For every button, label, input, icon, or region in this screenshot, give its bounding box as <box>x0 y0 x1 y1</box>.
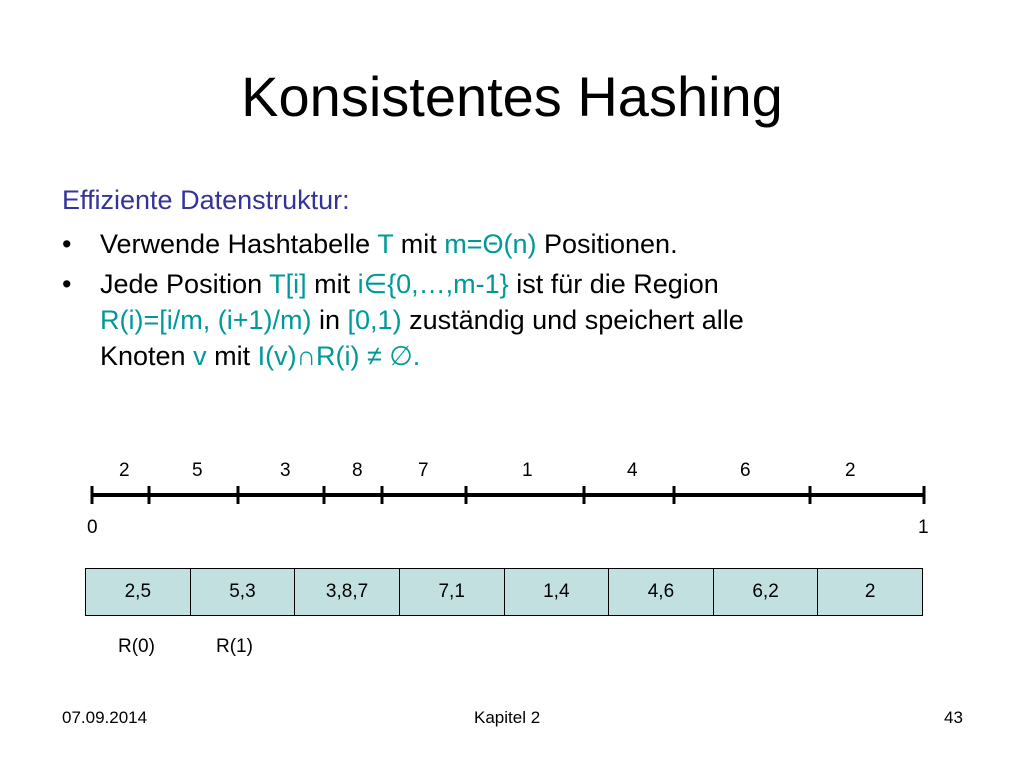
node-label: 2 <box>119 460 130 481</box>
table-cell: 3,8,7 <box>295 569 400 615</box>
highlight: m=Θ(n) <box>444 229 537 259</box>
table-cell: 1,4 <box>505 569 610 615</box>
bullet-dot-icon: • <box>62 269 72 299</box>
text: Positionen. <box>536 229 678 259</box>
highlight: T <box>377 229 394 259</box>
text: Jede Position <box>100 269 270 299</box>
node-label: 8 <box>352 460 363 481</box>
table-cell: 2 <box>818 569 922 615</box>
node-label: 6 <box>740 460 751 481</box>
region-label-r1: R(1) <box>216 636 253 657</box>
text: mit <box>206 341 258 371</box>
text: mit <box>306 269 358 299</box>
node-label: 2 <box>845 460 856 481</box>
table-cell: 5,3 <box>191 569 296 615</box>
hash-table <box>85 568 923 616</box>
table-cell: 7,1 <box>400 569 505 615</box>
highlight: R(i)=[i/m, (i+1)/m) <box>100 305 312 335</box>
text: mit <box>393 229 445 259</box>
highlight: i∈{0,…,m-1} <box>357 269 509 299</box>
text: Knoten <box>100 341 194 371</box>
footer-chapter: Kapitel 2 <box>474 708 541 727</box>
highlight: T[i] <box>269 269 307 299</box>
footer-date: 07.09.2014 <box>62 708 148 727</box>
text: zuständig und speichert alle <box>401 305 744 335</box>
highlight: I(v)∩R(i) ≠ ∅. <box>257 341 421 371</box>
table-cell: 6,2 <box>714 569 819 615</box>
table-cell: 4,6 <box>609 569 714 615</box>
footer-page-number: 43 <box>944 708 963 727</box>
node-label: 7 <box>418 460 429 481</box>
highlight: v <box>193 341 207 371</box>
text: in <box>311 305 348 335</box>
highlight: [0,1) <box>347 305 402 335</box>
region-label-r0: R(0) <box>118 636 155 657</box>
node-label: 5 <box>192 460 203 481</box>
start-label: 0 <box>87 517 98 538</box>
node-label: 1 <box>522 460 533 481</box>
table-cell: 2,5 <box>86 569 191 615</box>
bullet-dot-icon: • <box>62 229 72 259</box>
text: ist für die Region <box>508 269 719 299</box>
subtitle: Effiziente Datenstruktur: <box>62 185 350 215</box>
end-label: 1 <box>918 517 929 538</box>
slide-title: Konsistentes Hashing <box>241 65 783 128</box>
node-labels <box>119 460 856 481</box>
node-label: 3 <box>280 460 291 481</box>
node-label: 4 <box>627 460 638 481</box>
text: Verwende Hashtabelle <box>100 229 378 259</box>
